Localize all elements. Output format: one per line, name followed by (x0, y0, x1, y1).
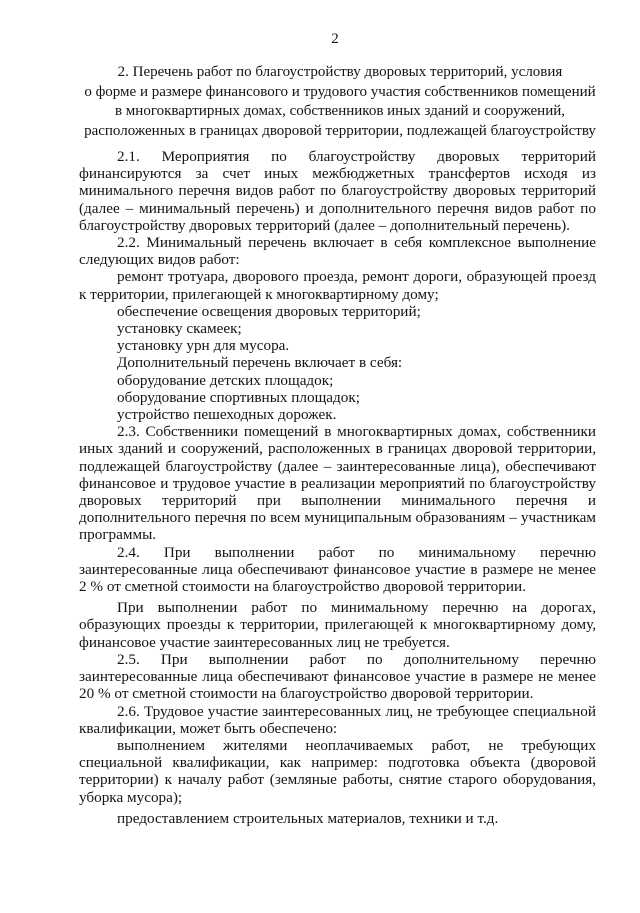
list-item: устройство пешеходных дорожек. (117, 406, 337, 424)
page-number: 2 (331, 31, 339, 47)
paragraph-2-5: 2.5. При выполнении работ по дополнительному перечню заинтересованные лица обеспечивают финансовое участие в размере не менее 20 % от сметной стоимости на благоустройство дворовой территории. (79, 650, 596, 703)
list-item: предоставлением строительных материалов, техники и т.д. (117, 809, 499, 827)
section-heading (60, 63, 620, 141)
list-item: выполнением жителями неоплачиваемых работ, не требующих специальной квалификации, как например: подготовка объекта (дворовой территории) к началу работ (земляные работы, снятие старого оборудования, уборка мусора); (79, 736, 596, 806)
paragraph-2-3: 2.3. Собственники помещений в многоквартирных домах, собственники иных зданий и сооружений, расположенных в границах дворовой территории, подлежащей благоустройству (далее – заинтересованные лица), обеспечивают финансовое и трудовое участие в реализации мероприятий по благоустройству дворовых территорий при выполнении минимального перечня и дополнительного перечня по всем муниципальным образованиям – участникам программы. (79, 423, 596, 544)
additional-list-intro: Дополнительный перечень включает в себя: (117, 354, 403, 372)
paragraph-roads: При выполнении работ по минимальному перечню на дорогах, образующих проезды к территории, прилегающей к многоквартирному дому, финансовое участие заинтересованных лиц не требуется. (79, 599, 596, 651)
list-item: обеспечение освещения дворовых территорий; (117, 302, 421, 320)
heading-line: 2. Перечень работ по благоустройству дворовых территорий, условия (117, 64, 563, 80)
list-item: установку урн для мусора. (117, 337, 290, 355)
list-item: установку скамеек; (117, 320, 242, 338)
list-item: оборудование спортивных площадок; (117, 388, 360, 406)
list-item: ремонт тротуара, дворового проезда, ремонт дороги, образующей проезд к территории, прилегающей к многоквартирному дому; (79, 268, 596, 303)
paragraph-2-1: 2.1. Мероприятия по благоустройству дворовых территорий финансируются за счет иных межбюджетных трансфертов исходя из минимального перечня видов работ по благоустройству дворовых территорий (далее – минимальный перечень) и дополнительного перечня видов работ по благоустройству дворовых территорий (далее – дополнительный перечень). (79, 148, 596, 234)
paragraph-2-4: 2.4. При выполнении работ по минимальному перечню заинтересованные лица обеспечивают финансовое участие в размере не менее 2 % от сметной стоимости на благоустройство дворовой территории. (79, 543, 596, 596)
heading-line: расположенных в границах дворовой территории, подлежащей благоустройству (84, 122, 596, 139)
paragraph-2-6: 2.6. Трудовое участие заинтересованных лиц, не требующее специальной квалификации, может быть обеспечено: (79, 702, 596, 737)
list-item: оборудование детских площадок; (117, 371, 334, 389)
document-body (79, 148, 596, 827)
paragraph-2-2: 2.2. Минимальный перечень включает в себя комплексное выполнение следующих видов работ: (79, 234, 596, 269)
heading-line: о форме и размере финансового и трудового участия собственников помещений (84, 83, 596, 100)
heading-line: в многоквартирных домах, собственников иных зданий и сооружений, (114, 103, 566, 119)
